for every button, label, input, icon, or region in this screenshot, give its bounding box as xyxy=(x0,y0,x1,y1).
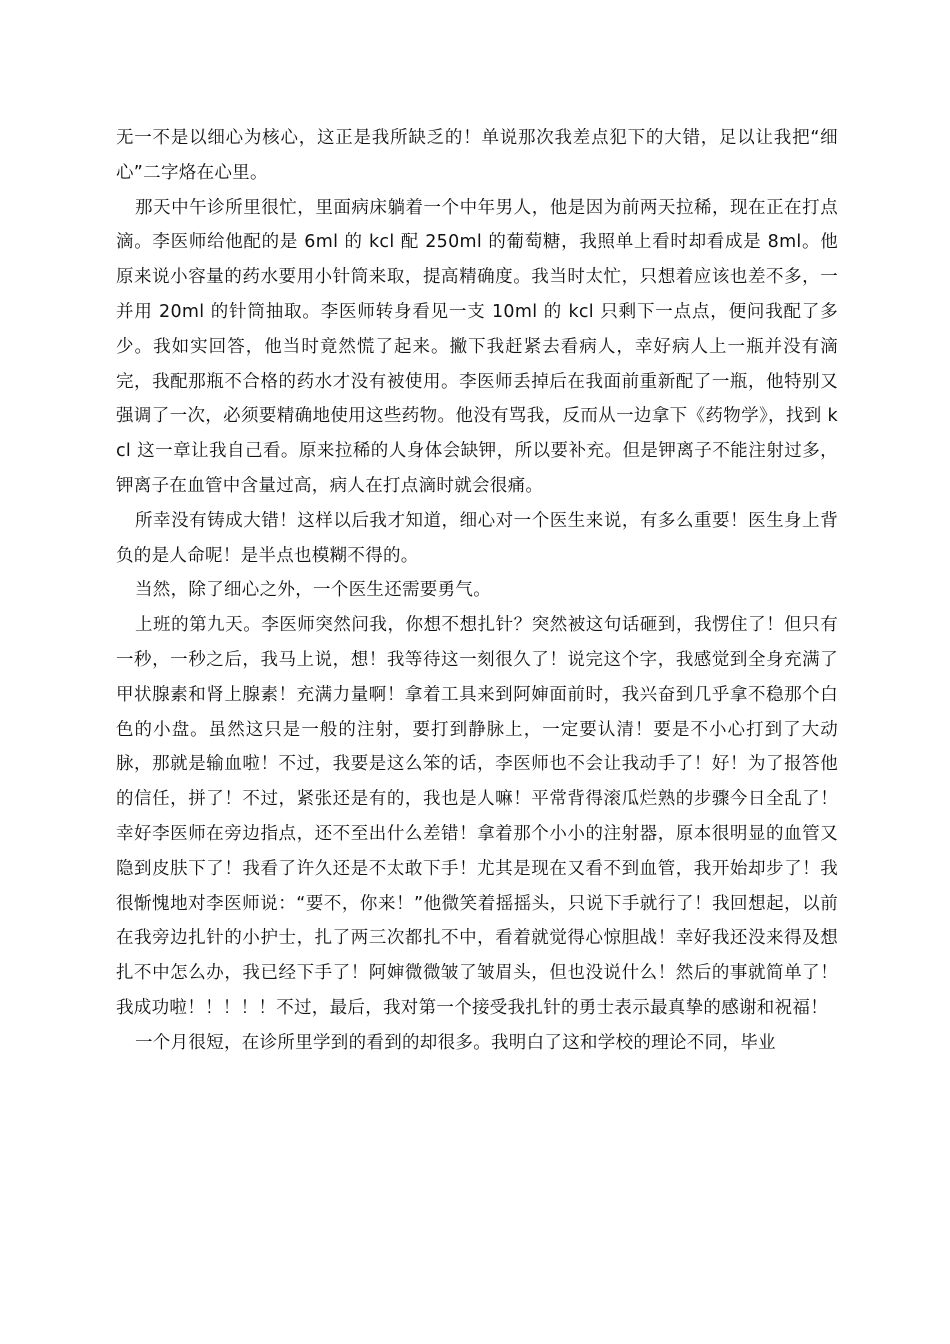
document-body xyxy=(116,121,838,1061)
paragraph-3: 所幸没有铸成大错！这样以后我才知道，细心对一个医生来说，有多么重要！医生身上背负的是人命呢！是半点也模糊不得的。 xyxy=(116,510,838,566)
paragraph-6: 一个月很短，在诊所里学到的看到的却很多。我明白了这和学校的理论不同，毕业 xyxy=(135,1032,776,1053)
paragraph-4: 当然，除了细心之外，一个医生还需要勇气。 xyxy=(135,580,491,601)
paragraph-2: 那天中午诊所里很忙，里面病床躺着一个中年男人，他是因为前两天拉稀，现在正在打点滴。李医师给他配的是 6ml 的 kcl 配 250ml 的葡萄糖，我照单上看时却看成是 8ml。他原来说小容量的药水要用小针筒来取，提高精确度。我当时太忙，只想着应该也差不多，一并用 20ml 的针筒抽取。李医师转身看见一支 10ml 的 kcl 只剩下一点点，便问我配了多少。我如实回答，他当时竟然慌了起来。撇下我赶紧去看病人，幸好病人上一瓶并没有滴完，我配那瓶不合格的药水才没有被使用。李医师丢掉后在我面前重新配了一瓶，他特别又强调了一次，必须要精确地使用这些药物。他没有骂我，反而从一边拿下《药物学》，找到 kcl 这一章让我自己看。原来拉稀的人身体会缺钾，所以要补充。但是钾离子不能注射过多，钾离子在血管中含量过高，病人在打点滴时就会很痛。 xyxy=(116,197,838,496)
paragraph-5: 上班的第九天。李医师突然问我，你想不想扎针？突然被这句话砸到，我愣住了！但只有一秒，一秒之后，我马上说，想！我等待这一刻很久了！说完这个字，我感觉到全身充满了甲状腺素和肾上腺素！充满力量啊！拿着工具来到阿婶面前时，我兴奋到几乎拿不稳那个白色的小盘。虽然这只是一般的注射，要打到静脉上，一定要认清！要是不小心打到了大动脉，那就是输血啦！不过，我要是这么笨的话，李医师也不会让我动手了！好！为了报答他的信任，拼了！不过，紧张还是有的，我也是人嘛！平常背得滚瓜烂熟的步骤今日全乱了！幸好李医师在旁边指点，还不至出什么差错！拿着那个小小的注射器，原本很明显的血管又隐到皮肤下了！我看了许久还是不太敢下手！尤其是现在又看不到血管，我开始却步了！我很惭愧地对李医师说：“要不，你来！”他微笑着摇摇头，只说下手就行了！我回想起，以前在我旁边扎针的小护士，扎了两三次都扎不中，看着就觉得心惊胆战！幸好我还没来得及想扎不中怎么办，我已经下手了！阿婶微微皱了皱眉头，但也没说什么！然后的事就简单了！我成功啦！！！！！不过，最后，我对第一个接受我扎针的勇士表示最真挚的感谢和祝福！ xyxy=(116,615,838,1018)
paragraph-1: 无一不是以细心为核心，这正是我所缺乏的！单说那次我差点犯下的大错，足以让我把“细心”二字烙在心里。 xyxy=(116,128,838,183)
